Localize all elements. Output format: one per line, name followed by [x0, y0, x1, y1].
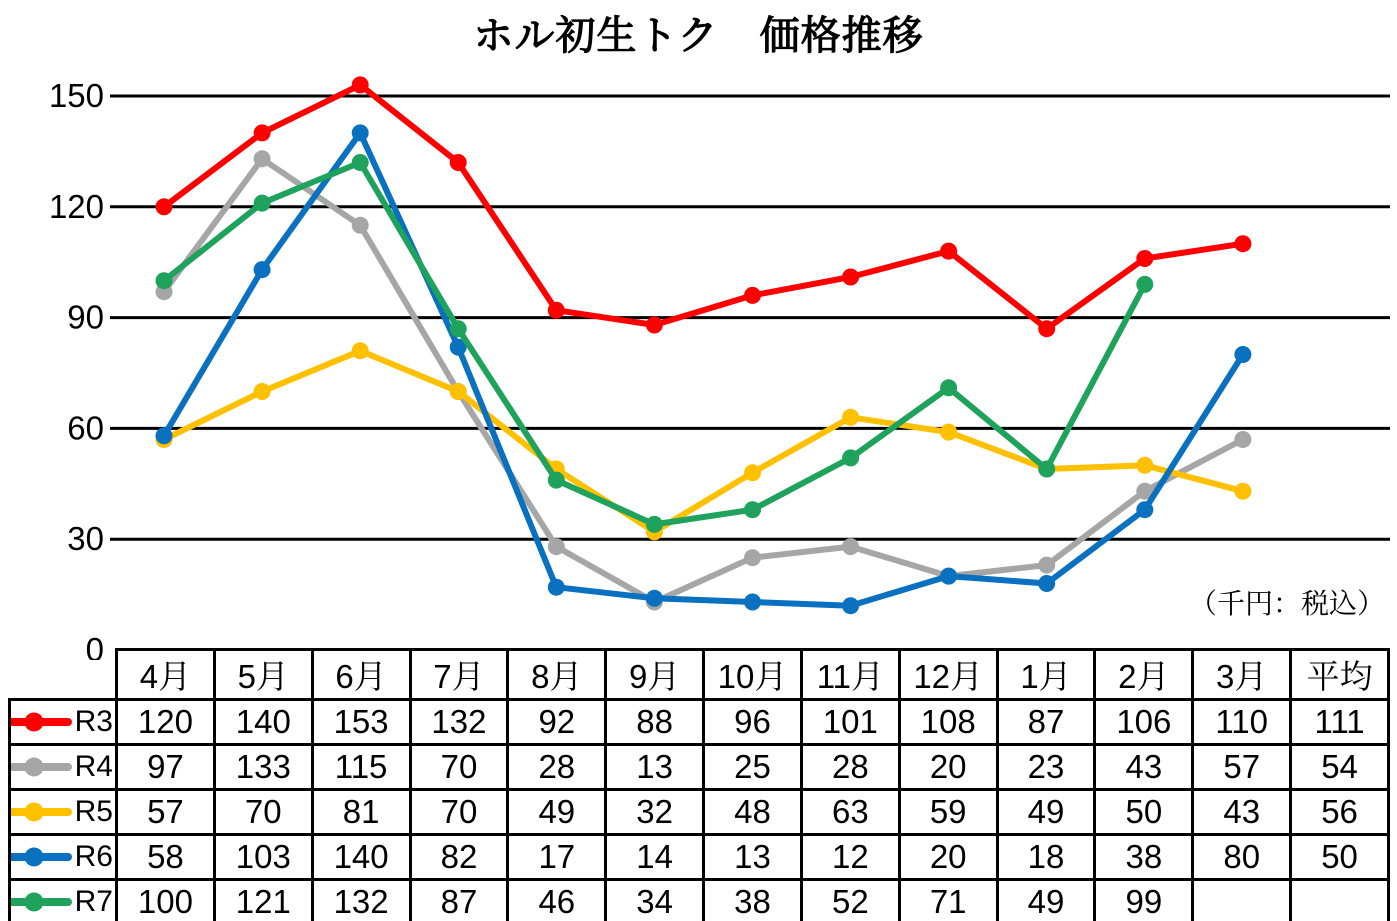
table-cell: 81	[312, 790, 410, 835]
legend-line-marker-icon	[10, 853, 72, 861]
series-label: R7	[74, 885, 113, 918]
table-cell: 38	[704, 880, 802, 921]
y-axis-tick: 60	[67, 409, 104, 447]
table-cell: 132	[312, 880, 410, 921]
data-point-R7	[156, 272, 173, 289]
corner-cell	[10, 650, 117, 700]
data-point-R6	[1038, 575, 1055, 592]
table-cell: 34	[606, 880, 704, 921]
table-cell: 71	[899, 880, 997, 921]
table-cell	[1291, 880, 1389, 921]
data-point-R3	[450, 154, 467, 171]
table-cell: 14	[606, 835, 704, 880]
table-cell: 87	[997, 700, 1095, 745]
legend-dot-icon	[24, 803, 43, 822]
data-point-R4	[744, 549, 761, 566]
table-cell: 50	[1095, 790, 1193, 835]
table-cell: 50	[1291, 835, 1389, 880]
table-cell: 13	[704, 835, 802, 880]
data-point-R7	[940, 379, 957, 396]
table-cell: 140	[214, 700, 312, 745]
data-point-R4	[352, 217, 369, 234]
month-header: 12月	[899, 650, 997, 700]
data-point-R3	[1136, 250, 1153, 267]
data-point-R6	[156, 427, 173, 444]
table-cell: 70	[410, 745, 508, 790]
table-row-R6	[10, 835, 1389, 880]
legend-cell-R5	[10, 790, 117, 835]
data-point-R3	[646, 317, 663, 334]
month-header: 4月	[117, 650, 215, 700]
unit-annotation: （千円：税込）	[1188, 588, 1385, 619]
data-point-R5	[940, 424, 957, 441]
month-header: 10月	[704, 650, 802, 700]
table-cell: 153	[312, 700, 410, 745]
data-point-R5	[352, 342, 369, 359]
data-point-R7	[1038, 461, 1055, 478]
table-cell: 111	[1291, 700, 1389, 745]
table-cell: 96	[704, 700, 802, 745]
month-header: 2月	[1095, 650, 1193, 700]
table-cell: 25	[704, 745, 802, 790]
data-point-R5	[254, 383, 271, 400]
table-cell: 100	[117, 880, 215, 921]
data-point-R5	[842, 409, 859, 426]
data-point-R7	[450, 320, 467, 337]
data-point-R3	[156, 198, 173, 215]
table-row-R3	[10, 700, 1389, 745]
table-row-R4	[10, 745, 1389, 790]
legend-line-marker-icon	[10, 763, 72, 771]
table-cell: 70	[410, 790, 508, 835]
series-line-R4	[164, 159, 1243, 602]
table-cell: 12	[801, 835, 899, 880]
table-cell: 28	[508, 745, 606, 790]
legend-cell-R4	[10, 745, 117, 790]
series-label: R5	[74, 795, 113, 828]
month-header: 6月	[312, 650, 410, 700]
data-point-R4	[1038, 557, 1055, 574]
table-cell: 97	[117, 745, 215, 790]
data-point-R3	[744, 287, 761, 304]
data-point-R5	[744, 464, 761, 481]
table-cell: 106	[1095, 700, 1193, 745]
table-cell: 88	[606, 700, 704, 745]
legend-line-marker-icon	[10, 898, 72, 906]
table-cell: 32	[606, 790, 704, 835]
month-header: 9月	[606, 650, 704, 700]
data-point-R6	[1136, 501, 1153, 518]
month-header: 1月	[997, 650, 1095, 700]
y-axis-tick: 150	[48, 77, 104, 114]
table-cell: 57	[1193, 745, 1291, 790]
table-cell: 48	[704, 790, 802, 835]
table-cell: 13	[606, 745, 704, 790]
table-cell: 115	[312, 745, 410, 790]
legend-cell-R6	[10, 835, 117, 880]
data-point-R7	[548, 472, 565, 489]
table-cell: 56	[1291, 790, 1389, 835]
series-line-R5	[164, 351, 1243, 532]
table-cell: 20	[899, 835, 997, 880]
data-point-R6	[842, 597, 859, 614]
chart-title: ホル初生トク 価格推移	[473, 14, 924, 58]
series-label: R6	[74, 840, 113, 873]
data-point-R3	[1038, 320, 1055, 337]
table-cell: 108	[899, 700, 997, 745]
data-point-R7	[352, 154, 369, 171]
y-axis-tick: 0	[85, 631, 104, 660]
data-point-R7	[254, 195, 271, 212]
y-axis-tick: 120	[48, 187, 104, 225]
data-point-R5	[1234, 483, 1251, 500]
data-point-R6	[254, 261, 271, 278]
data-point-R3	[254, 124, 271, 141]
table-cell: 99	[1095, 880, 1193, 921]
legend-dot-icon	[24, 713, 43, 732]
data-point-R6	[646, 590, 663, 607]
table-cell: 28	[801, 745, 899, 790]
table-cell: 54	[1291, 745, 1389, 790]
series-line-R7	[164, 163, 1145, 525]
table-cell	[1193, 880, 1291, 921]
data-point-R6	[1234, 346, 1251, 363]
table-cell: 87	[410, 880, 508, 921]
table-header-row	[10, 650, 1389, 700]
data-point-R4	[254, 150, 271, 167]
table-cell: 59	[899, 790, 997, 835]
table-cell: 43	[1193, 790, 1291, 835]
table-cell: 46	[508, 880, 606, 921]
table-cell: 49	[997, 790, 1095, 835]
table-cell: 18	[997, 835, 1095, 880]
data-point-R7	[842, 449, 859, 466]
table-cell: 140	[312, 835, 410, 880]
table-cell: 120	[117, 700, 215, 745]
legend-dot-icon	[24, 893, 43, 912]
legend-line-marker-icon	[10, 808, 72, 816]
table-cell: 49	[508, 790, 606, 835]
month-header: 5月	[214, 650, 312, 700]
legend-cell-R3	[10, 700, 117, 745]
table-cell: 23	[997, 745, 1095, 790]
data-point-R3	[352, 76, 369, 93]
table-cell: 92	[508, 700, 606, 745]
table-cell: 133	[214, 745, 312, 790]
data-point-R3	[940, 243, 957, 260]
data-point-R5	[450, 383, 467, 400]
legend-cell-R7	[10, 880, 117, 921]
table-cell: 58	[117, 835, 215, 880]
legend-line-marker-icon	[10, 718, 72, 726]
table-cell: 101	[801, 700, 899, 745]
data-point-R4	[842, 538, 859, 555]
data-point-R3	[842, 269, 859, 286]
month-header: 平均	[1291, 650, 1389, 700]
month-header: 11月	[801, 650, 899, 700]
month-header: 7月	[410, 650, 508, 700]
data-point-R3	[548, 302, 565, 319]
series-label: R4	[74, 750, 113, 783]
legend-dot-icon	[24, 758, 43, 777]
table-cell: 43	[1095, 745, 1193, 790]
table-cell: 82	[410, 835, 508, 880]
data-point-R6	[744, 594, 761, 611]
table-cell: 57	[117, 790, 215, 835]
data-point-R7	[1136, 276, 1153, 293]
data-point-R6	[548, 579, 565, 596]
data-point-R7	[646, 516, 663, 533]
data-point-R6	[352, 124, 369, 141]
table-cell: 63	[801, 790, 899, 835]
data-point-R4	[1234, 431, 1251, 448]
table-cell: 17	[508, 835, 606, 880]
table-row-R7	[10, 880, 1389, 921]
data-point-R5	[1136, 457, 1153, 474]
table-cell: 20	[899, 745, 997, 790]
table-cell: 132	[410, 700, 508, 745]
month-header: 8月	[508, 650, 606, 700]
table-row-R5	[10, 790, 1389, 835]
data-point-R3	[1234, 235, 1251, 252]
data-point-R4	[548, 538, 565, 555]
table-cell: 110	[1193, 700, 1291, 745]
y-axis-tick: 30	[67, 520, 104, 558]
table-cell: 52	[801, 880, 899, 921]
data-table	[8, 648, 1390, 921]
data-point-R7	[744, 501, 761, 518]
table-cell: 49	[997, 880, 1095, 921]
table-cell: 121	[214, 880, 312, 921]
month-header: 3月	[1193, 650, 1291, 700]
table-cell: 38	[1095, 835, 1193, 880]
table-cell: 70	[214, 790, 312, 835]
data-point-R6	[940, 568, 957, 585]
y-axis-tick: 90	[67, 298, 104, 336]
table-cell: 80	[1193, 835, 1291, 880]
legend-dot-icon	[24, 848, 43, 867]
series-label: R3	[74, 705, 113, 738]
table-cell: 103	[214, 835, 312, 880]
